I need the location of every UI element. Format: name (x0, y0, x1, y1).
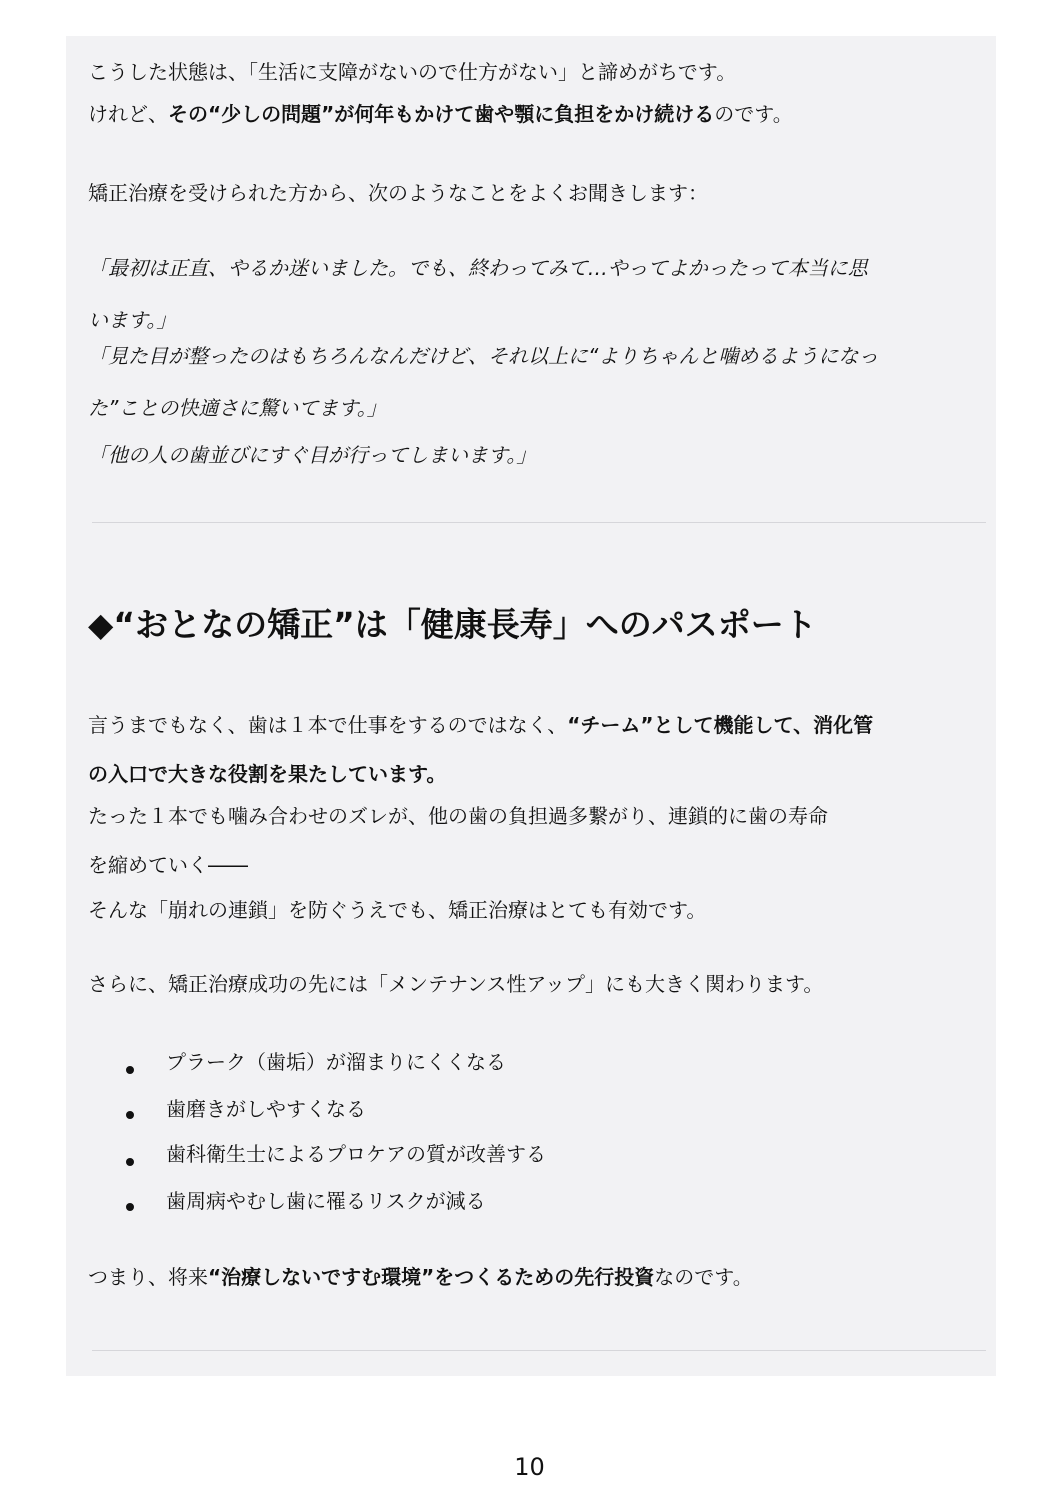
body-p3: そんな「崩れの連鎖」を防ぐうえでも、矯正治療はとても有効です。 (88, 898, 707, 922)
list-item: 歯科衛生士によるプロケアの質が改善する (166, 1142, 546, 1166)
body-p2-line-2: を縮めていく―― (88, 853, 248, 877)
divider (92, 522, 986, 523)
bullet-dot (126, 1158, 134, 1166)
section-heading: ◆“おとなの矯正”は「健康長寿」へのパスポート (88, 605, 817, 644)
paragraph-line-2: けれど、その“少しの問題”が何年もかけて歯や顎に負担をかけ続けるのです。 (88, 102, 793, 126)
quote-1-line-1: 「最初は正直、やるか迷いました。でも、終わってみて…やってよかったって本当に思 (88, 256, 868, 280)
quote-3: 「他の人の歯並びにすぐ目が行ってしまいます。」 (88, 443, 537, 467)
bullet-dot (126, 1066, 134, 1074)
body-p4: さらに、矯正治療成功の先には「メンテナンス性アップ」にも大きく関わります。 (88, 972, 824, 996)
bullet-dot (126, 1203, 134, 1211)
body-p1-line-1: 言うまでもなく、歯は１本で仕事をするのではなく、“チーム”として機能して、消化管 (88, 713, 874, 737)
bullet-dot (126, 1111, 134, 1119)
body-p1-line-2: の入口で大きな役割を果たしています。 (88, 762, 447, 786)
divider (92, 1350, 986, 1351)
emphasis-text: “チーム”として機能して、消化管 (567, 713, 874, 737)
page-number: 10 (514, 1453, 545, 1481)
list-item: 歯磨きがしやすくなる (166, 1097, 366, 1121)
page-sheet (66, 36, 996, 1376)
emphasis-text: “治療しないですむ環境”をつくるための先行投資 (208, 1265, 655, 1289)
list-item: プラーク（歯垢）が溜まりにくくなる (166, 1050, 506, 1074)
intro-text: 矯正治療を受けられた方から、次のようなことをよくお聞きします： (88, 181, 708, 205)
paragraph-line-1: こうした状態は、「生活に支障がないので仕方がない」と諦めがちです。 (88, 60, 737, 84)
quote-1-line-2: います。」 (88, 308, 177, 332)
conclusion: つまり、将来“治療しないですむ環境”をつくるための先行投資なのです。 (88, 1265, 753, 1289)
body-p2-line-1: たった１本でも噛み合わせのズレが、他の歯の負担過多繋がり、連鎖的に歯の寿命 (88, 804, 828, 828)
list-item: 歯周病やむし歯に罹るリスクが減る (166, 1189, 486, 1213)
quote-2-line-2: た”ことの快適さに驚いてます。」 (88, 396, 387, 420)
emphasis-text: その“少しの問題”が何年もかけて歯や顎に負担をかけ続ける (168, 102, 715, 126)
quote-2-line-1: 「見た目が整ったのはもちろんなんだけど、それ以上に“よりちゃんと噛めるようになっ (88, 344, 879, 368)
